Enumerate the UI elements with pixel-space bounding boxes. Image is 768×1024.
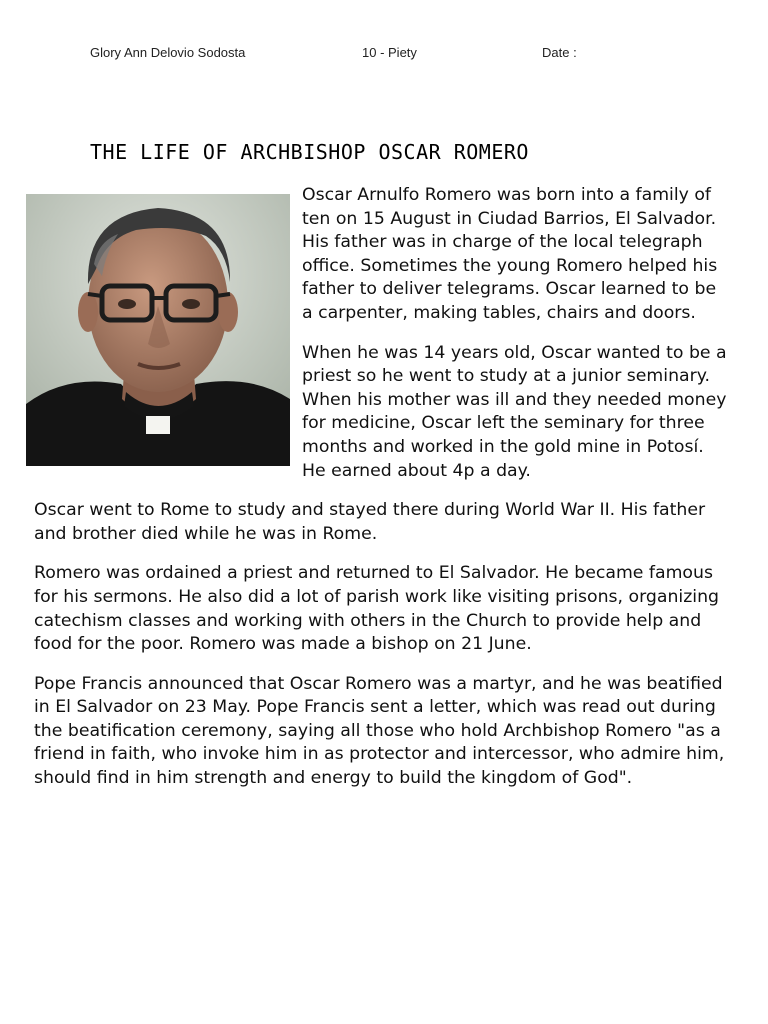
date-label: Date :: [542, 45, 577, 60]
class-section: 10 - Piety: [362, 45, 417, 60]
paragraph-5: Pope Francis announced that Oscar Romero was a martyr, and he was beatified in El Salvador on 23 May. Pope Francis sent a letter, which was read out during the beatification ceremony, saying all those who hold Archbishop Romero "as a friend in faith, who invoke him in as protector and intercessor, who admire him, should find in him strength and energy to build the kingdom of God".: [34, 673, 725, 789]
portrait-photo: [26, 194, 290, 466]
paragraph-4: Romero was ordained a priest and returned to El Salvador. He became famous for his sermons. He also did a lot of parish work like visiting prisons, organizing catechism classes and working with others in the Church to provide help and food for the poor. Romero was made a bishop on 21 June.: [34, 563, 720, 655]
article-body: [34, 184, 730, 807]
student-name: Glory Ann Delovio Sodosta: [90, 45, 246, 60]
portrait-image: [26, 194, 290, 466]
paragraph-2: When he was 14 years old, Oscar wanted to be a priest so he went to study at a junior seminary. When his mother was ill and they needed money for medicine, Oscar left the seminary for three months and worked in the gold mine in Potosí. He earned about 4p a day.: [302, 342, 727, 481]
paragraph-3: Oscar went to Rome to study and stayed there during World War II. His father and brother died while he was in Rome.: [34, 500, 706, 544]
page-title: THE LIFE OF ARCHBISHOP OSCAR ROMERO: [90, 140, 529, 164]
document-header: [0, 45, 768, 65]
paragraph-1: Oscar Arnulfo Romero was born into a family of ten on 15 August in Ciudad Barrios, El Salvador. His father was in charge of the local telegraph office. Sometimes the young Romero helped his father to deliver telegrams. Oscar learned to be a carpenter, making tables, chairs and doors.: [302, 185, 718, 323]
